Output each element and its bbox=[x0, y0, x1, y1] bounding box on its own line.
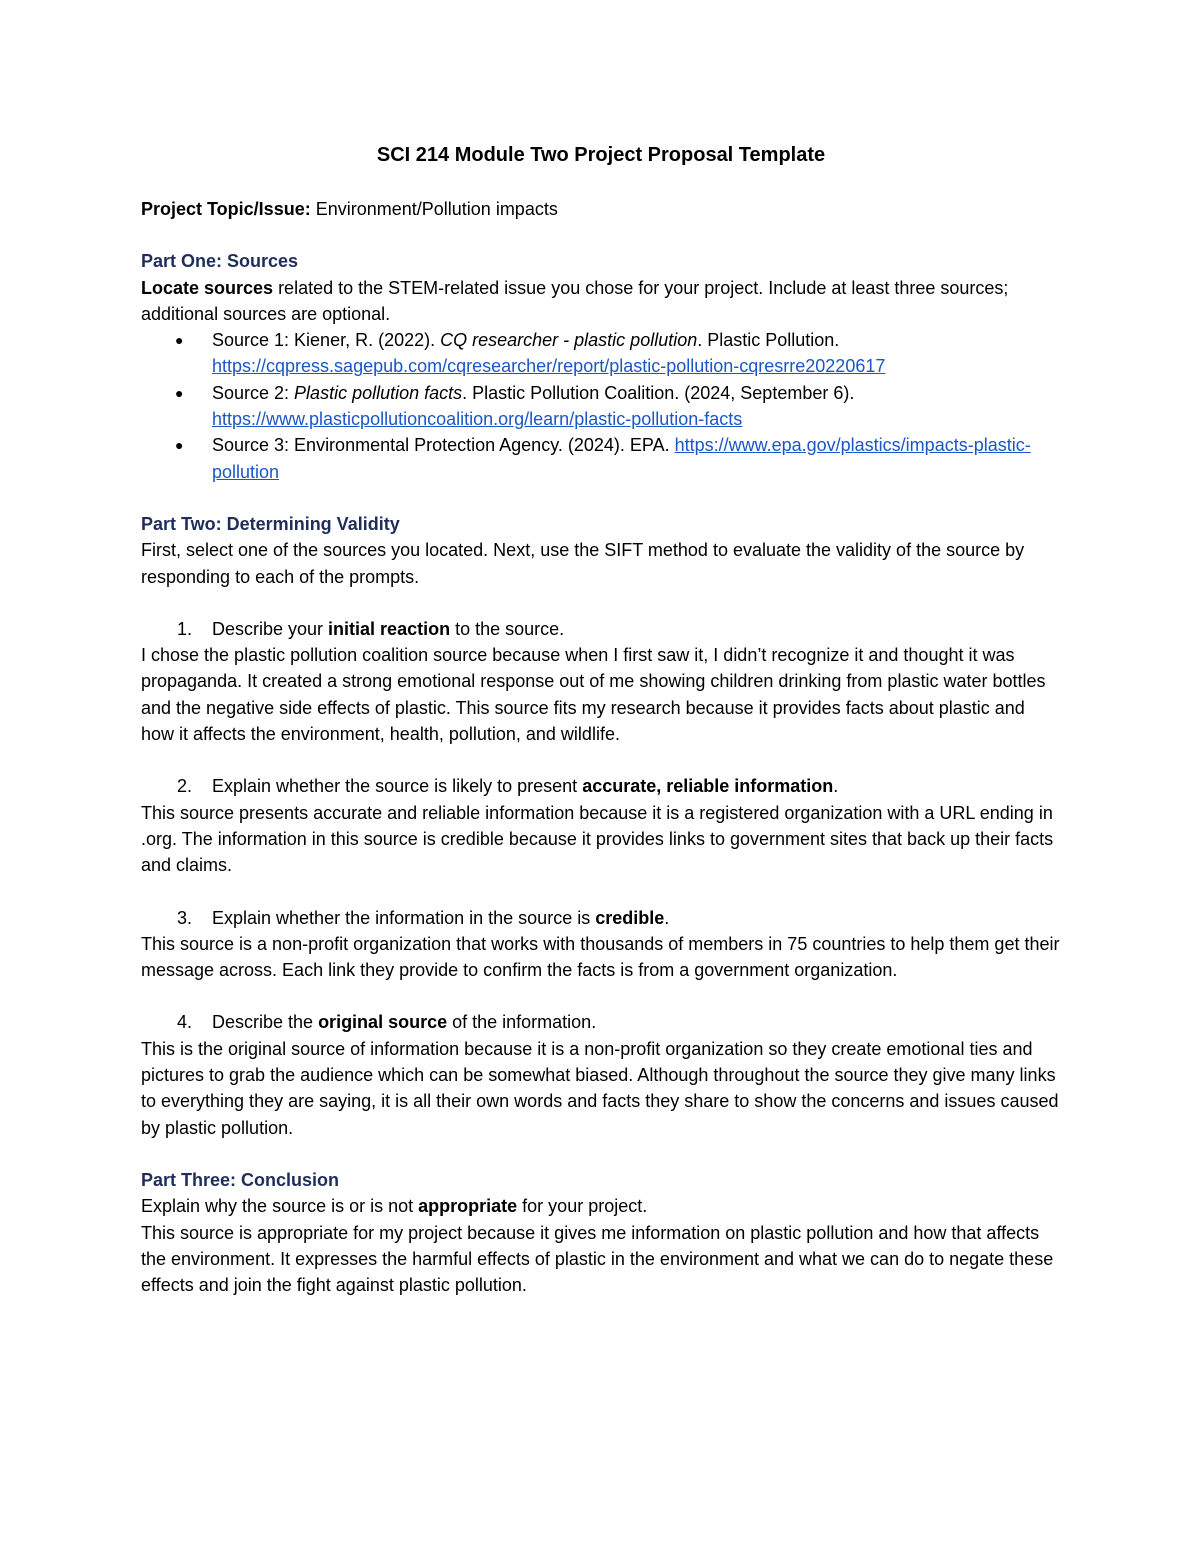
source-link[interactable]: https://www.epa.gov/plastics/impacts-plastic-pollution bbox=[212, 435, 1031, 482]
source-text: Source 2: bbox=[212, 382, 295, 403]
bullet-icon: ● bbox=[175, 332, 184, 349]
source-item bbox=[141, 380, 1061, 433]
prompt-text-end: to the source. bbox=[450, 618, 565, 639]
prompt-text: Describe your bbox=[212, 618, 329, 639]
project-topic-value: Environment/Pollution impacts bbox=[310, 199, 558, 219]
document-page bbox=[141, 140, 1061, 1298]
part-one-heading: Part One: Sources bbox=[141, 251, 299, 272]
prompt-keyword: credible bbox=[595, 907, 665, 928]
prompt-4 bbox=[141, 1009, 1061, 1035]
answer-2: This source presents accurate and reliable information because it is a registered organization with a URL ending in .org. The information in this source is credible because it provides links to government sites that back up their facts and claims. bbox=[141, 802, 1054, 876]
source-publisher: . Plastic Pollution. bbox=[697, 330, 840, 351]
source-item bbox=[141, 327, 1061, 380]
prompt-3 bbox=[141, 905, 1061, 931]
bullet-icon: ● bbox=[175, 437, 184, 454]
document-title: SCI 214 Module Two Project Proposal Template bbox=[376, 144, 826, 166]
prompt-text: Describe the bbox=[212, 1012, 319, 1033]
source-title: CQ researcher - plastic pollution bbox=[440, 330, 698, 351]
source-item bbox=[141, 432, 1061, 485]
prompt-keyword: original source bbox=[318, 1012, 448, 1033]
prompt-keyword: accurate, reliable information bbox=[582, 776, 834, 797]
prompt-number: 4. bbox=[177, 1012, 193, 1033]
source-link[interactable]: https://cqpress.sagepub.com/cqresearcher/report/plastic-pollution-cqresrre20220617 bbox=[212, 356, 886, 377]
answer-3: This source is a non-profit organization that works with thousands of members in 75 countries to help them get their message across. Each link they provide to confirm the facts is from a government organization. bbox=[141, 933, 1060, 981]
prompt-2 bbox=[141, 773, 1061, 799]
prompt-keyword: appropriate bbox=[418, 1196, 518, 1217]
part-two-heading: Part Two: Determining Validity bbox=[141, 513, 400, 534]
part-one-intro-text: related to the STEM-related issue you chose for your project. Include at least three sources; additional sources are optional. bbox=[141, 277, 1009, 324]
bullet-icon: ● bbox=[175, 384, 184, 401]
sources-list bbox=[141, 327, 1061, 485]
prompt-text: Explain why the source is or is not bbox=[141, 1196, 419, 1217]
prompt-1 bbox=[141, 616, 1061, 642]
answer-1: I chose the plastic pollution coalition source because when I first saw it, I didn’t recognize it and thought it was propaganda. It created a strong emotional response out of me showing children drinking from plastic water bottles and the negative side effects of plastic. This source fits my research because it provides facts about plastic and how it affects the environment, health, pollution, and wildlife. bbox=[141, 645, 1046, 745]
prompt-number: 3. bbox=[177, 907, 193, 928]
prompt-text-end: . bbox=[664, 907, 670, 928]
project-topic-label: Project Topic/Issue: bbox=[141, 199, 311, 219]
prompt-number: 1. bbox=[177, 618, 193, 639]
part-one-intro bbox=[141, 275, 1061, 328]
source-text: Source 3: Environmental Protection Agency. (2024). EPA. bbox=[212, 435, 675, 456]
prompt-text: Explain whether the source is likely to present bbox=[212, 776, 583, 797]
part-three-answer: This source is appropriate for my project because it gives me information on plastic pollution and how that affects the environment. It expresses the harmful effects of plastic in the environment and what we can do to negate these effects and join the fight against plastic pollution. bbox=[141, 1222, 1054, 1296]
prompt-number: 2. bbox=[177, 776, 193, 797]
source-publisher: . Plastic Pollution Coalition. (2024, September 6). bbox=[462, 382, 855, 403]
prompt-text-end: . bbox=[833, 776, 839, 797]
prompt-keyword: initial reaction bbox=[328, 618, 451, 639]
source-title: Plastic pollution facts bbox=[294, 382, 463, 403]
source-link[interactable]: https://www.plasticpollutioncoalition.org/learn/plastic-pollution-facts bbox=[212, 409, 743, 430]
prompt-text-end: of the information. bbox=[447, 1012, 597, 1033]
part-three-prompt bbox=[141, 1193, 1061, 1219]
answer-4: This is the original source of information because it is a non-profit organization so they create emotional ties and pictures to grab the audience which can be somewhat biased. Although throughout the source they give many links to everything they are saying, it is all their own words and facts they share to show the concerns and issues caused by plastic pollution. bbox=[141, 1038, 1059, 1138]
project-topic bbox=[141, 196, 1061, 222]
part-one-intro-bold: Locate sources bbox=[141, 277, 274, 298]
prompt-text: Explain whether the information in the source is bbox=[212, 907, 596, 928]
prompt-text-end: for your project. bbox=[517, 1196, 648, 1217]
part-two-intro: First, select one of the sources you located. Next, use the SIFT method to evaluate the validity of the source by responding to each of the prompts. bbox=[141, 540, 1025, 587]
part-three-heading: Part Three: Conclusion bbox=[141, 1169, 340, 1190]
source-text: Source 1: Kiener, R. (2022). bbox=[212, 330, 441, 351]
